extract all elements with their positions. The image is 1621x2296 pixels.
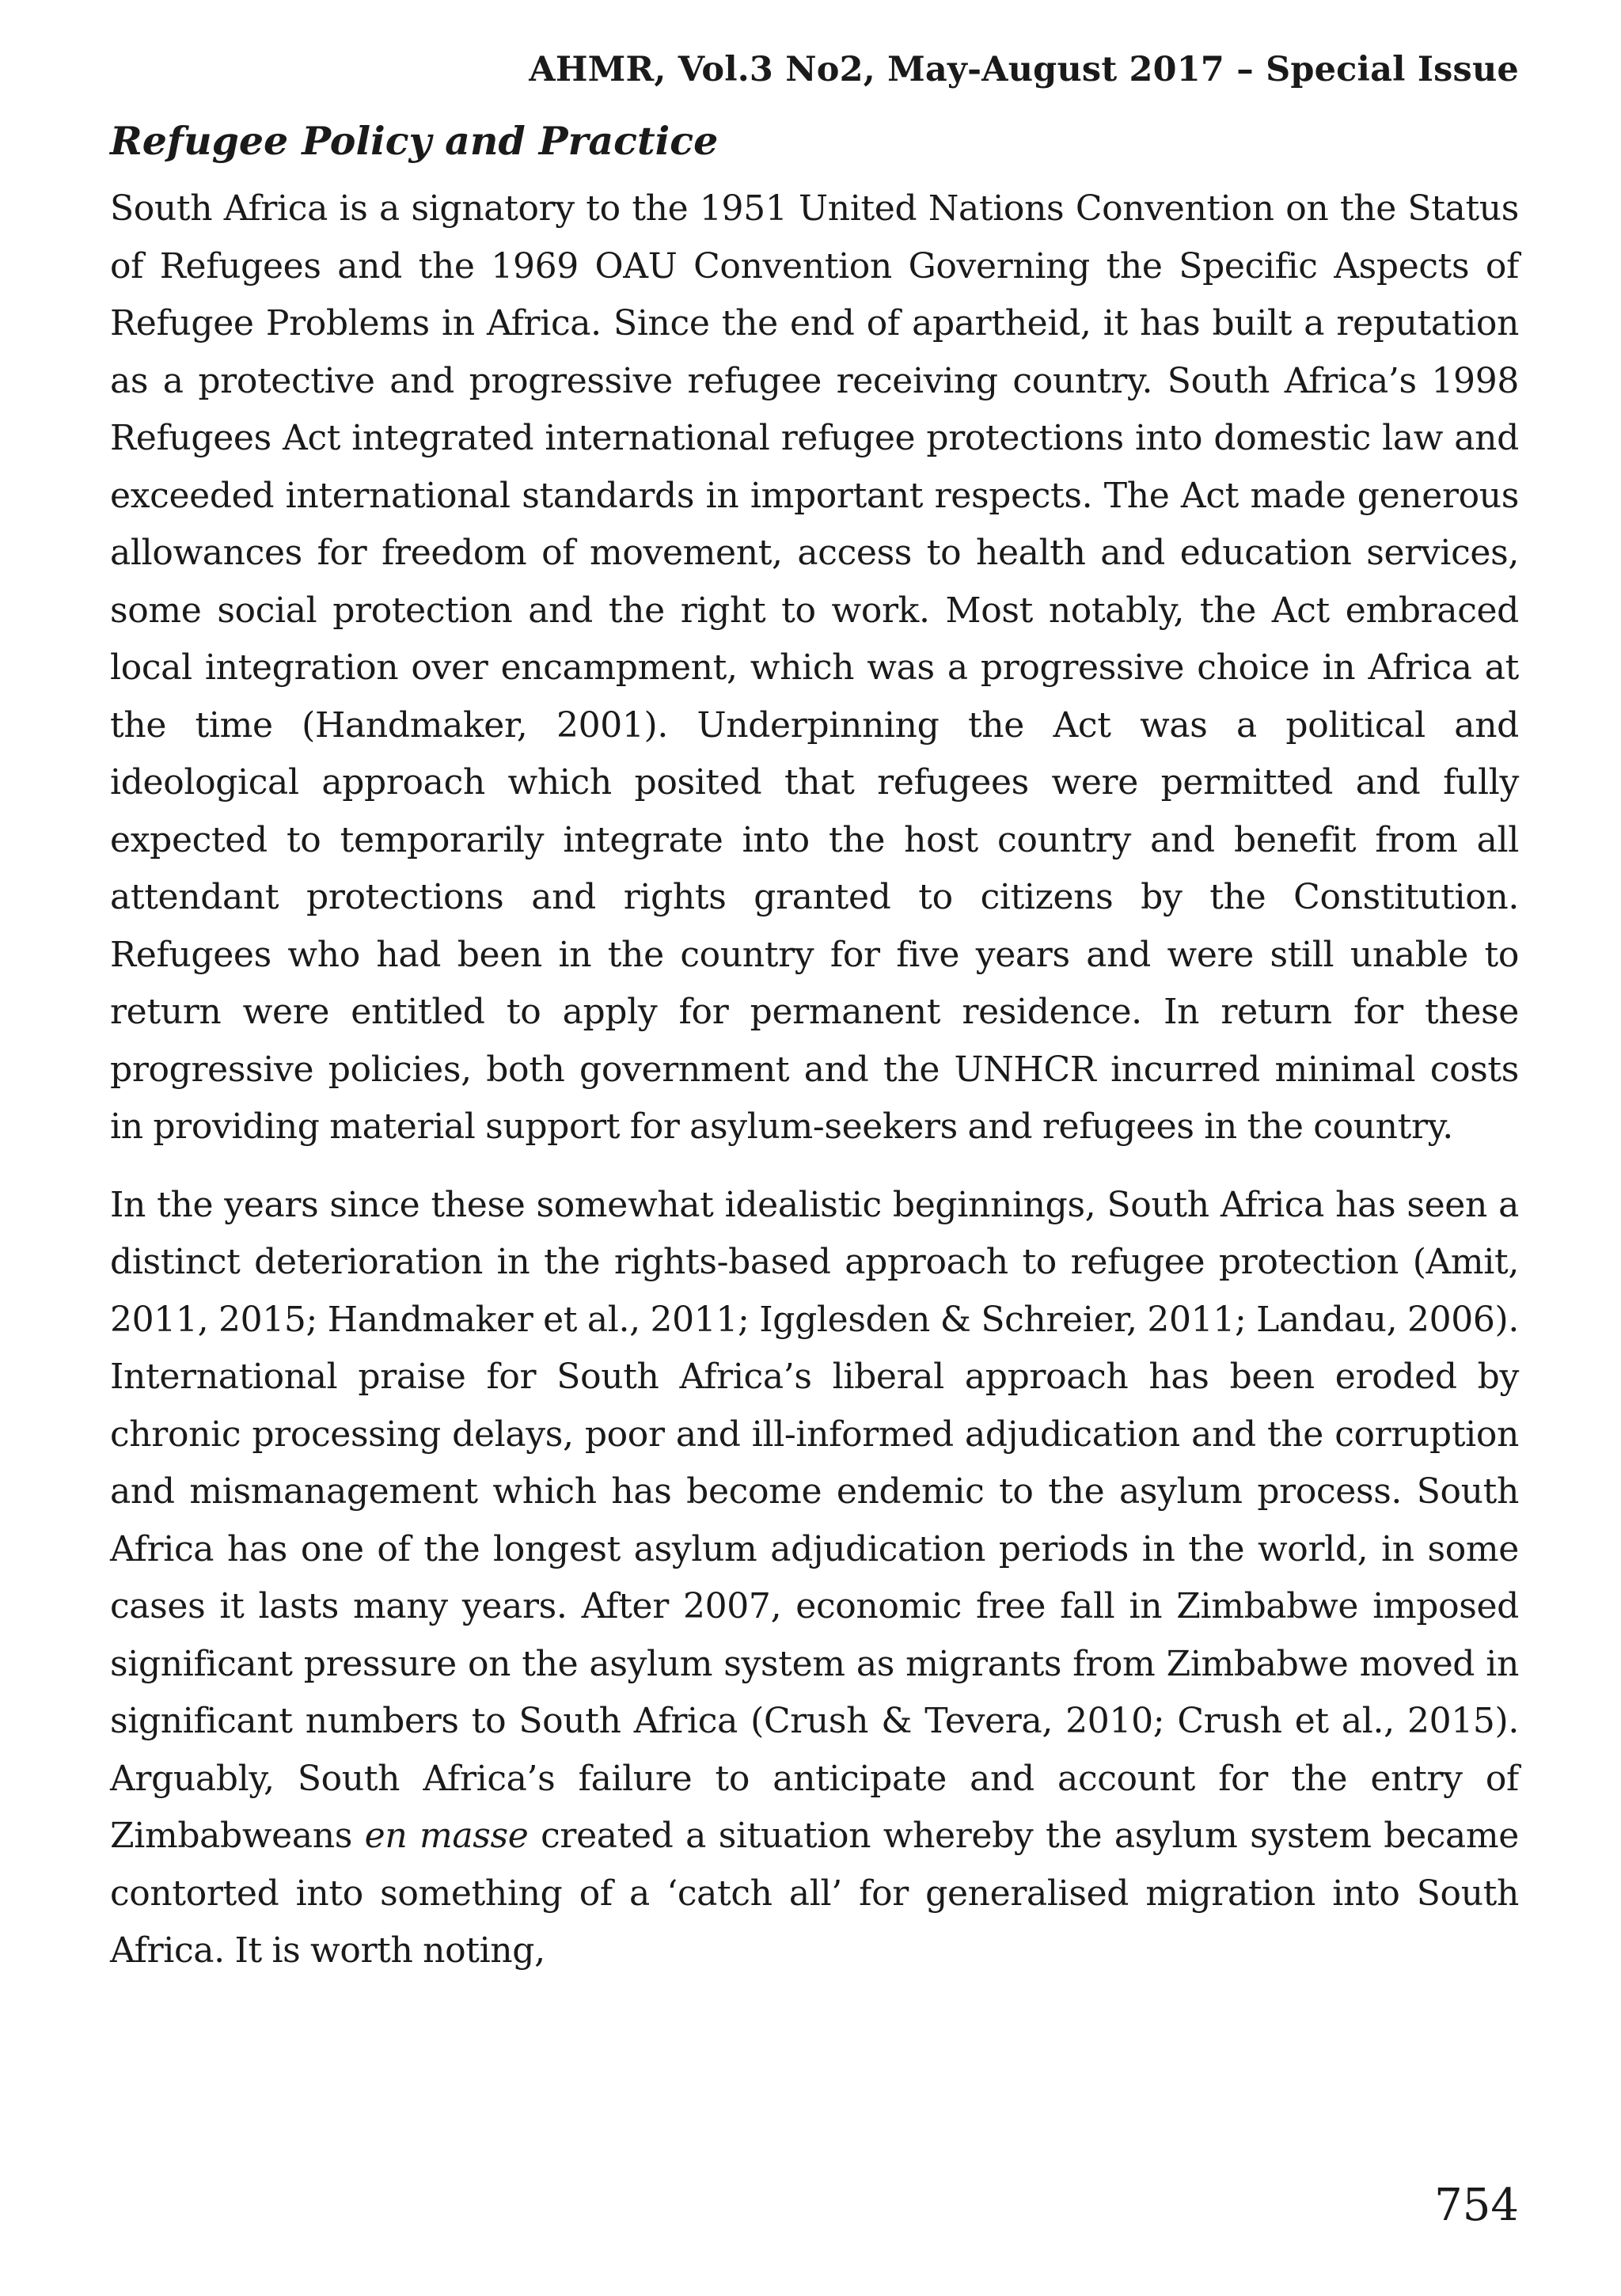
paragraph-2-text-end: created a situation whereby the asylum system became contorted into something of a ‘catch all’ for generalised migration into South Africa. It is worth noting, bbox=[110, 1816, 1519, 1971]
body-paragraph-2 bbox=[110, 1177, 1519, 1980]
document-page bbox=[110, 47, 1519, 2248]
section-heading: Refugee Policy and Practice bbox=[110, 118, 719, 164]
body-paragraph-1: South Africa is a signatory to the 1951 United Nations Convention on the Status of Refugees and the 1969 OAU Convention Governing the Specific Aspects of Refugee Problems in Africa. Since the end of apartheid, it has built a reputation as a protective and progressive refugee receiving country. South Africa’s 1998 Refugees Act integrated international refugee protections into domestic law and exceeded international standards in important respects. The Act made generous allowances for freedom of movement, access to health and education services, some social protection and the right to work. Most notably, the Act embraced local integration over encampment, which was a progressive choice in Africa at the time (Handmaker, 2001). Underpinning the Act was a political and ideological approach which posited that refugees were permitted and fully expected to temporarily integrate into the host country and benefit from all attendant protections and rights granted to citizens by the Constitution. Refugees who had been in the country for five years and were still unable to return were entitled to apply for permanent residence. In return for these progressive policies, both government and the UNHCR incurred minimal costs in providing material support for asylum-seekers and refugees in the country. bbox=[110, 188, 1519, 1147]
italic-phrase: en masse bbox=[364, 1816, 529, 1856]
paragraph-2-text-start: In the years since these somewhat idealistic beginnings, South Africa has seen a distinct deterioration in the rights-based approach to refugee protection (Amit, 2011, 2015; Handmaker et al., 2011; Igglesden & Schreier, 2011; Landau, 2006). International praise for South Africa’s liberal approach has been eroded by chronic processing delays, poor and ill-informed adjudication and the corruption and mismanagement which has become endemic to the asylum process. South Africa has one of the longest asylum adjudication periods in the world, in some cases it lasts many years. After 2007, economic free fall in Zimbabwe imposed significant pressure on the asylum system as migrants from Zimbabwe moved in significant numbers to South Africa (Crush & Tevera, 2010; Crush et al., 2015). Arguably, South Africa’s failure to anticipate and account for the entry of Zimbabweans bbox=[110, 1184, 1519, 1856]
page-number: 754 bbox=[1434, 2180, 1519, 2231]
running-header: AHMR, Vol.3 No2, May-August 2017 – Special Issue bbox=[529, 50, 1519, 89]
